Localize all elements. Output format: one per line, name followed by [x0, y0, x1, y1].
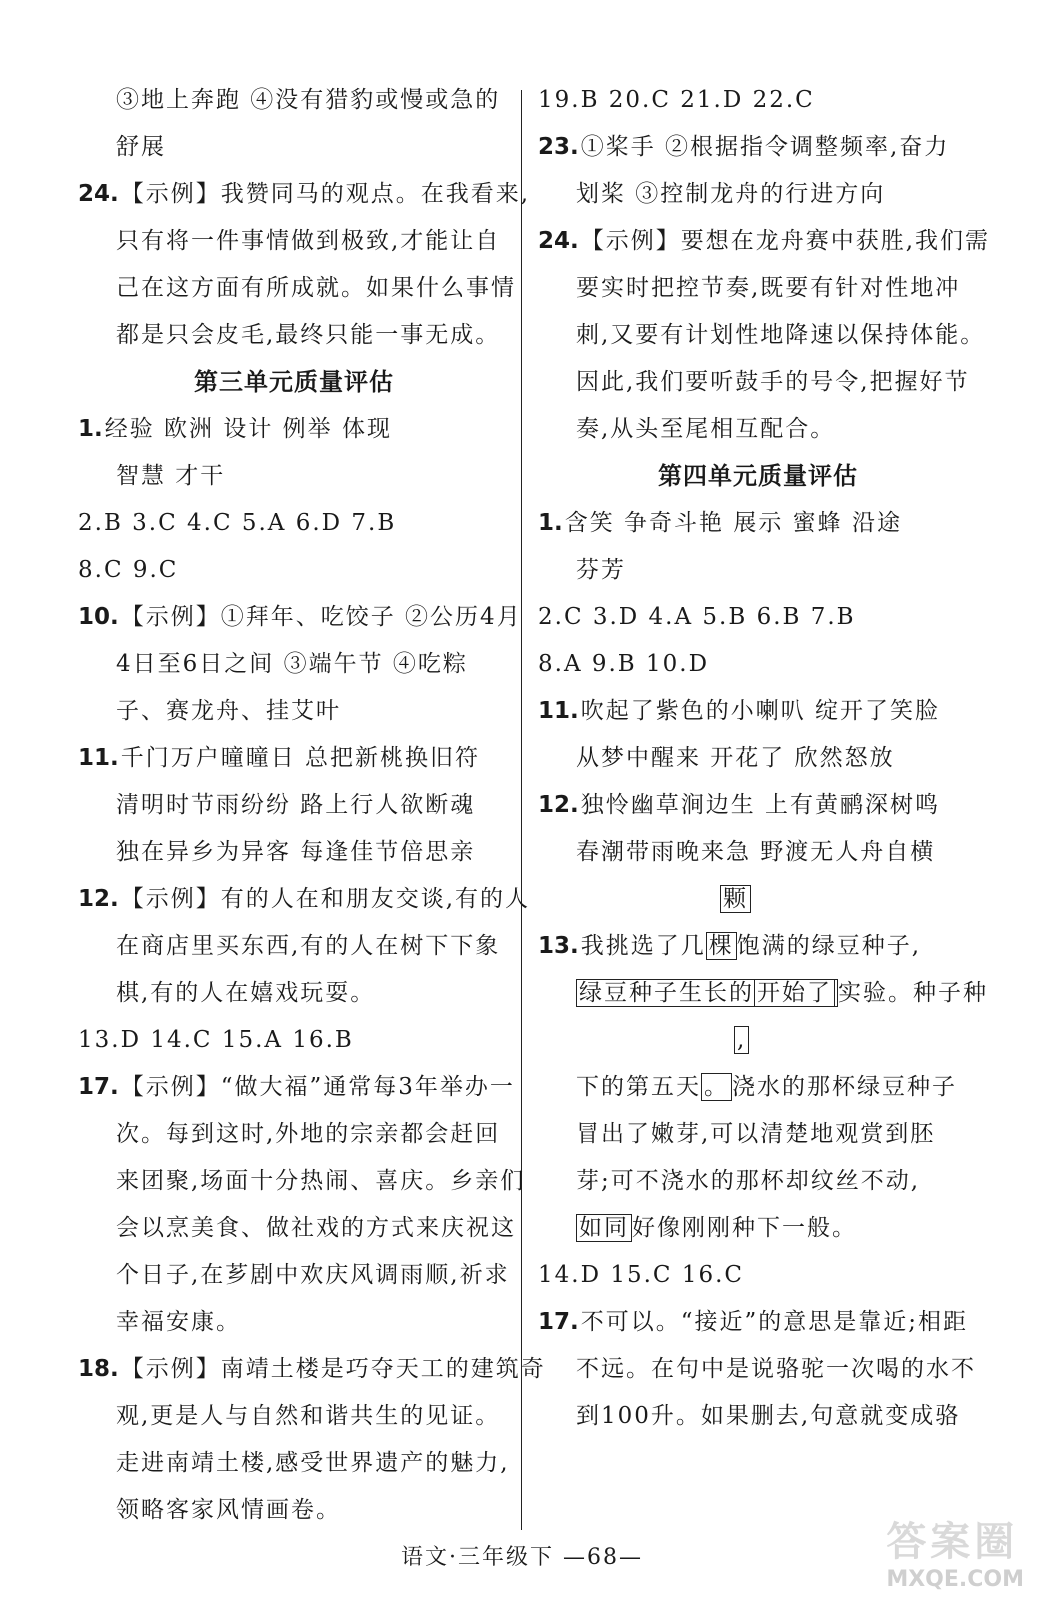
text-line: 划桨 ③控制龙舟的行进方向: [576, 181, 886, 207]
answer-24: [78, 180, 531, 227]
correction-character: 颗: [720, 885, 751, 913]
left-column: [78, 86, 546, 1543]
text-line: 棋,有的人在嬉戏玩耍。: [116, 980, 376, 1006]
text-line: 走进南靖土楼,感受世界遗产的魅力,: [116, 1450, 510, 1476]
question-number: 17.: [78, 1074, 119, 1100]
question-number: 23.: [538, 134, 579, 160]
text-line: 清明时节雨纷纷 路上行人欲断魂: [116, 792, 476, 818]
answers-13-16: 13.D 14.C 15.A 16.B: [78, 1027, 354, 1053]
section-heading-unit-4: 第四单元质量评估: [658, 462, 858, 490]
section-heading-unit-3: 第三单元质量评估: [194, 368, 394, 396]
question-number: 1.: [78, 416, 103, 442]
text-line: 要实时把控节奏,既要有针对性地冲: [576, 275, 961, 301]
text: 绿豆种子生长的: [579, 980, 754, 1006]
question-number: 11.: [538, 698, 579, 724]
text: 含笑 争奇斗艳 展示 蜜蜂 沿途: [564, 510, 902, 536]
right-column: [538, 86, 991, 1449]
marked-character: 棵: [706, 932, 737, 960]
text-line: [538, 979, 988, 1026]
question-number: 24.: [538, 228, 579, 254]
question-number: 12.: [78, 886, 119, 912]
marked-punctuation: 。: [701, 1073, 732, 1101]
page-footer: 语文·三年级下 —68—: [401, 1545, 643, 1570]
marked-phrase-inner: 开始了: [754, 979, 835, 1007]
answer-11: [538, 697, 978, 744]
question-number: 11.: [78, 745, 119, 771]
answers-2-7: 2.B 3.C 4.C 5.A 6.D 7.B: [78, 510, 397, 536]
marked-phrase: 如同: [576, 1214, 632, 1242]
question-number: 24.: [78, 181, 119, 207]
text-line: 只有将一件事情做到极致,才能让自: [116, 228, 501, 254]
question-number: 1.: [538, 510, 563, 536]
inserted-punctuation: ,: [734, 1026, 749, 1054]
text-line: 到100升。如果删去,句意就变成骆: [576, 1403, 961, 1429]
text-line: 都是只会皮毛,最终只能一事无成。: [116, 322, 501, 348]
text-line: 不远。在句中是说骆驼一次喝的水不: [576, 1356, 976, 1382]
text-line: 领略客家风情画卷。: [116, 1497, 341, 1523]
text-line: 冒出了嫩芽,可以清楚地观赏到胚: [576, 1121, 936, 1147]
correction-mark-line: [538, 885, 978, 932]
question-number: 10.: [78, 604, 119, 630]
text-line: 4日至6日之间 ③端午节 ④吃粽: [116, 651, 468, 677]
text-line: 会以烹美食、做社戏的方式来庆祝这: [116, 1215, 516, 1241]
text-line: 春潮带雨晚来急 野渡无人舟自横: [576, 839, 936, 865]
text-line: [538, 1073, 978, 1120]
answer-12: [78, 885, 531, 932]
text-line: 观,更是人与自然和谐共生的见证。: [116, 1403, 501, 1429]
text: 【示例】①拜年、吃饺子 ②公历4月: [120, 604, 522, 630]
text: 千门万户曈曈日 总把新桃换旧符: [120, 745, 481, 771]
text: 【示例】有的人在和朋友交谈,有的人: [120, 886, 531, 912]
text-line: 奏,从头至尾相互配合。: [576, 416, 836, 442]
answers-19-22: 19.B 20.C 21.D 22.C: [538, 87, 815, 113]
text-line: 在商店里买东西,有的人在树下下象: [116, 933, 501, 959]
text: 好像刚刚种下一般。: [632, 1215, 857, 1241]
text-line: 次。每到这时,外地的宗亲都会赶回: [116, 1121, 501, 1147]
text: 饱满的绿豆种子,: [736, 933, 922, 959]
answer-13: [538, 932, 978, 979]
text-line: 个日子,在芗剧中欢庆风调雨顺,祈求: [116, 1262, 510, 1288]
marked-phrase: [576, 979, 838, 1007]
text-line: [538, 1214, 978, 1261]
text-line: 子、赛龙舟、挂艾叶: [116, 698, 341, 724]
text: 下的第五天: [576, 1074, 701, 1100]
answer-1: [538, 509, 978, 556]
watermark-sub: MXQE.COM: [886, 1567, 1024, 1592]
text-line: 芬芳: [576, 557, 626, 583]
text: 【示例】“做大福”通常每3年举办一: [120, 1074, 515, 1100]
text-line: ③地上奔跑 ④没有猎豹或慢或急的: [116, 87, 501, 113]
answers-2-7: 2.C 3.D 4.A 5.B 6.B 7.B: [538, 604, 856, 630]
text: 吹起了紫色的小喇叭 绽开了笑脸: [580, 698, 941, 724]
text: 独怜幽草涧边生 上有黄鹂深树鸣: [580, 792, 941, 818]
text-line: 因此,我们要听鼓手的号令,把握好节: [576, 369, 970, 395]
text-line: 刺,又要有计划性地降速以保持体能。: [576, 322, 986, 348]
answer-23: [538, 133, 978, 180]
text: 【示例】要想在龙舟赛中获胜,我们需: [580, 228, 991, 254]
column-divider: [521, 90, 522, 1530]
text-line: 智慧 才干: [116, 463, 226, 489]
answers-14-16: 14.D 15.C 16.C: [538, 1262, 744, 1288]
watermark-main: 答案圈: [886, 1519, 1019, 1565]
answer-12: [538, 791, 978, 838]
punctuation-mark-line: [538, 1026, 978, 1073]
text-line: 独在异乡为异客 每逢佳节倍思亲: [116, 839, 476, 865]
answer-1: [78, 415, 510, 462]
text: 经验 欧洲 设计 例举 体现: [104, 416, 392, 442]
question-number: 12.: [538, 792, 579, 818]
watermark-logo: [886, 1510, 1024, 1592]
text: 不可以。“接近”的意思是靠近;相距: [580, 1309, 969, 1335]
text: 实验。种子种: [838, 980, 988, 1006]
answer-17: [538, 1308, 978, 1355]
question-number: 17.: [538, 1309, 579, 1335]
question-number: 13.: [538, 933, 579, 959]
text: ①桨手 ②根据指令调整频率,奋力: [580, 134, 950, 160]
text: 我挑选了几: [580, 933, 706, 959]
text-line: 芽;可不浇水的那杯却纹丝不动,: [576, 1168, 921, 1194]
answer-11: [78, 744, 510, 791]
text-line: 幸福安康。: [116, 1309, 241, 1335]
text-line: 舒展: [116, 134, 166, 160]
question-number: 18.: [78, 1356, 119, 1382]
answer-18: [78, 1355, 546, 1402]
text-line: 来团聚,场面十分热闹、喜庆。乡亲们: [116, 1168, 526, 1194]
answers-8-10: 8.A 9.B 10.D: [538, 651, 710, 677]
text: 【示例】南靖土楼是巧夺天工的建筑奇: [120, 1356, 546, 1382]
text-line: 己在这方面有所成就。如果什么事情: [116, 275, 516, 301]
answer-17: [78, 1073, 515, 1120]
answer-24: [538, 227, 991, 274]
answers-8-9: 8.C 9.C: [78, 557, 179, 583]
text: 浇水的那杯绿豆种子: [732, 1074, 957, 1100]
text: 【示例】我赞同马的观点。在我看来,: [120, 181, 531, 207]
text-line: 从梦中醒来 开花了 欣然怒放: [576, 745, 895, 771]
answer-10: [78, 603, 522, 650]
